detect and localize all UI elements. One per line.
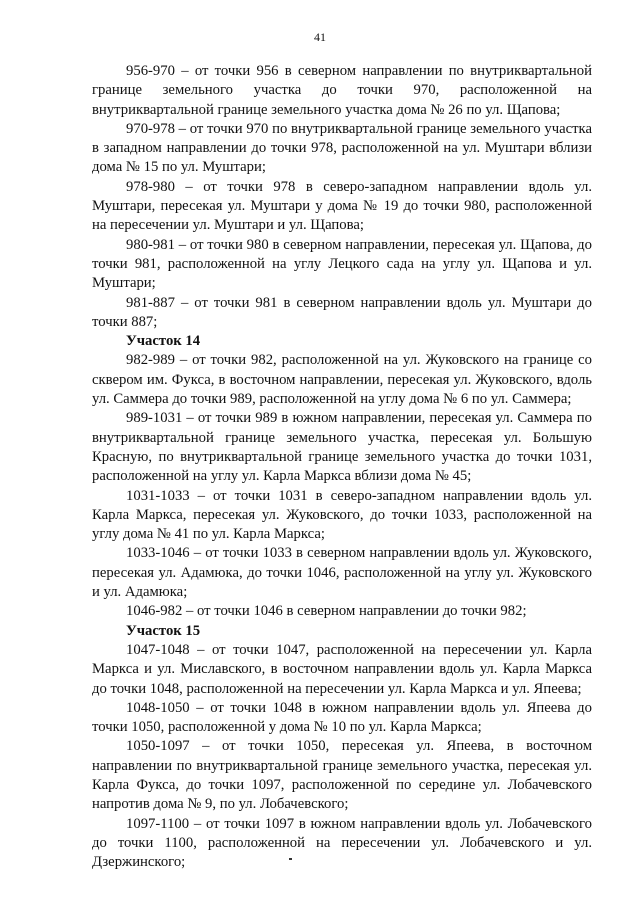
paragraph: 978-980 – от точки 978 в северо-западном направлении вдоль ул. Муштари, пересекая ул. Муштари у дома № 19 до точки 980, расположенной на пересечении ул. Муштари и ул. Щапова; — [92, 178, 592, 234]
paragraph: 1047-1048 – от точки 1047, расположенной на пересечении ул. Карла Маркса и ул. Миславского, в восточном направлении вдоль ул. Карла Маркса до точки 1048, расположенной на пересечении ул. Карла Маркса и ул. Япеева; — [92, 641, 592, 697]
document-body — [92, 62, 592, 872]
page-number: 41 — [314, 30, 326, 44]
paragraph: 1046-982 – от точки 1046 в северном направлении до точки 982; — [126, 603, 527, 620]
paragraph: 970-978 – от точки 970 по внутриквартальной границе земельного участка в западном направлении до точки 978, расположенной на ул. Муштари вблизи дома № 15 по ул. Муштари; — [92, 120, 592, 176]
paragraph: 1050-1097 – от точки 1050, пересекая ул. Япеева, в восточном направлении по внутриквартальной границе земельного участка, пересекая ул. Карла Фукса, до точки 1097, расположенной по середине ул. Лобачевского напротив дома № 9, по ул. Лобачевского; — [92, 738, 592, 813]
paragraph: 956-970 – от точки 956 в северном направлении по внутриквартальной границе земельного участка до точки 970, расположенной на внутриквартальной границе земельного участка дома № 26 по ул. Щапова; — [92, 63, 592, 118]
paragraph: 1048-1050 – от точки 1048 в южном направлении вдоль ул. Япеева до точки 1050, расположенной у дома № 10 по ул. Карла Маркса; — [92, 699, 592, 736]
paragraph: 989-1031 – от точки 989 в южном направлении, пересекая ул. Саммера по внутриквартальной границе земельного участка, пересекая ул. Большую Красную, по внутриквартальной границе земельного участка до точки 1031, расположенной на углу ул. Карла Маркса вблизи дома № 45; — [92, 410, 592, 485]
paragraph: 1033-1046 – от точки 1033 в северном направлении вдоль ул. Жуковского, пересекая ул. Адамюка, до точки 1046, расположенной на углу ул. Жуковского и ул. Адамюка; — [92, 545, 592, 601]
scan-speck — [289, 858, 292, 860]
paragraph: 1031-1033 – от точки 1031 в северо-западном направлении вдоль ул. Карла Маркса, пересекая ул. Жуковского, до точки 1033, расположенной на углу дома № 41 по ул. Карла Маркса; — [92, 487, 592, 543]
paragraph: 982-989 – от точки 982, расположенной на ул. Жуковского на границе со сквером им. Фукса, в восточном направлении, пересекая ул. Жуковского, вдоль ул. Саммера до точки 989, расположенной на углу дома № 6 по ул. Саммера; — [92, 352, 592, 408]
section-heading: Участок 14 — [126, 333, 201, 350]
section-heading: Участок 15 — [126, 622, 201, 639]
paragraph: 981-887 – от точки 981 в северном направлении вдоль ул. Муштари до точки 887; — [92, 294, 592, 330]
paragraph: 1097-1100 – от точки 1097 в южном направлении вдоль ул. Лобачевского до точки 1100, расположенной на пересечении ул. Лобачевского и ул. Дзержинского; — [92, 815, 592, 871]
paragraph: 980-981 – от точки 980 в северном направлении, пересекая ул. Щапова, до точки 981, расположенной на углу Лецкого сада на углу ул. Щапова и ул. Муштари; — [92, 236, 592, 292]
